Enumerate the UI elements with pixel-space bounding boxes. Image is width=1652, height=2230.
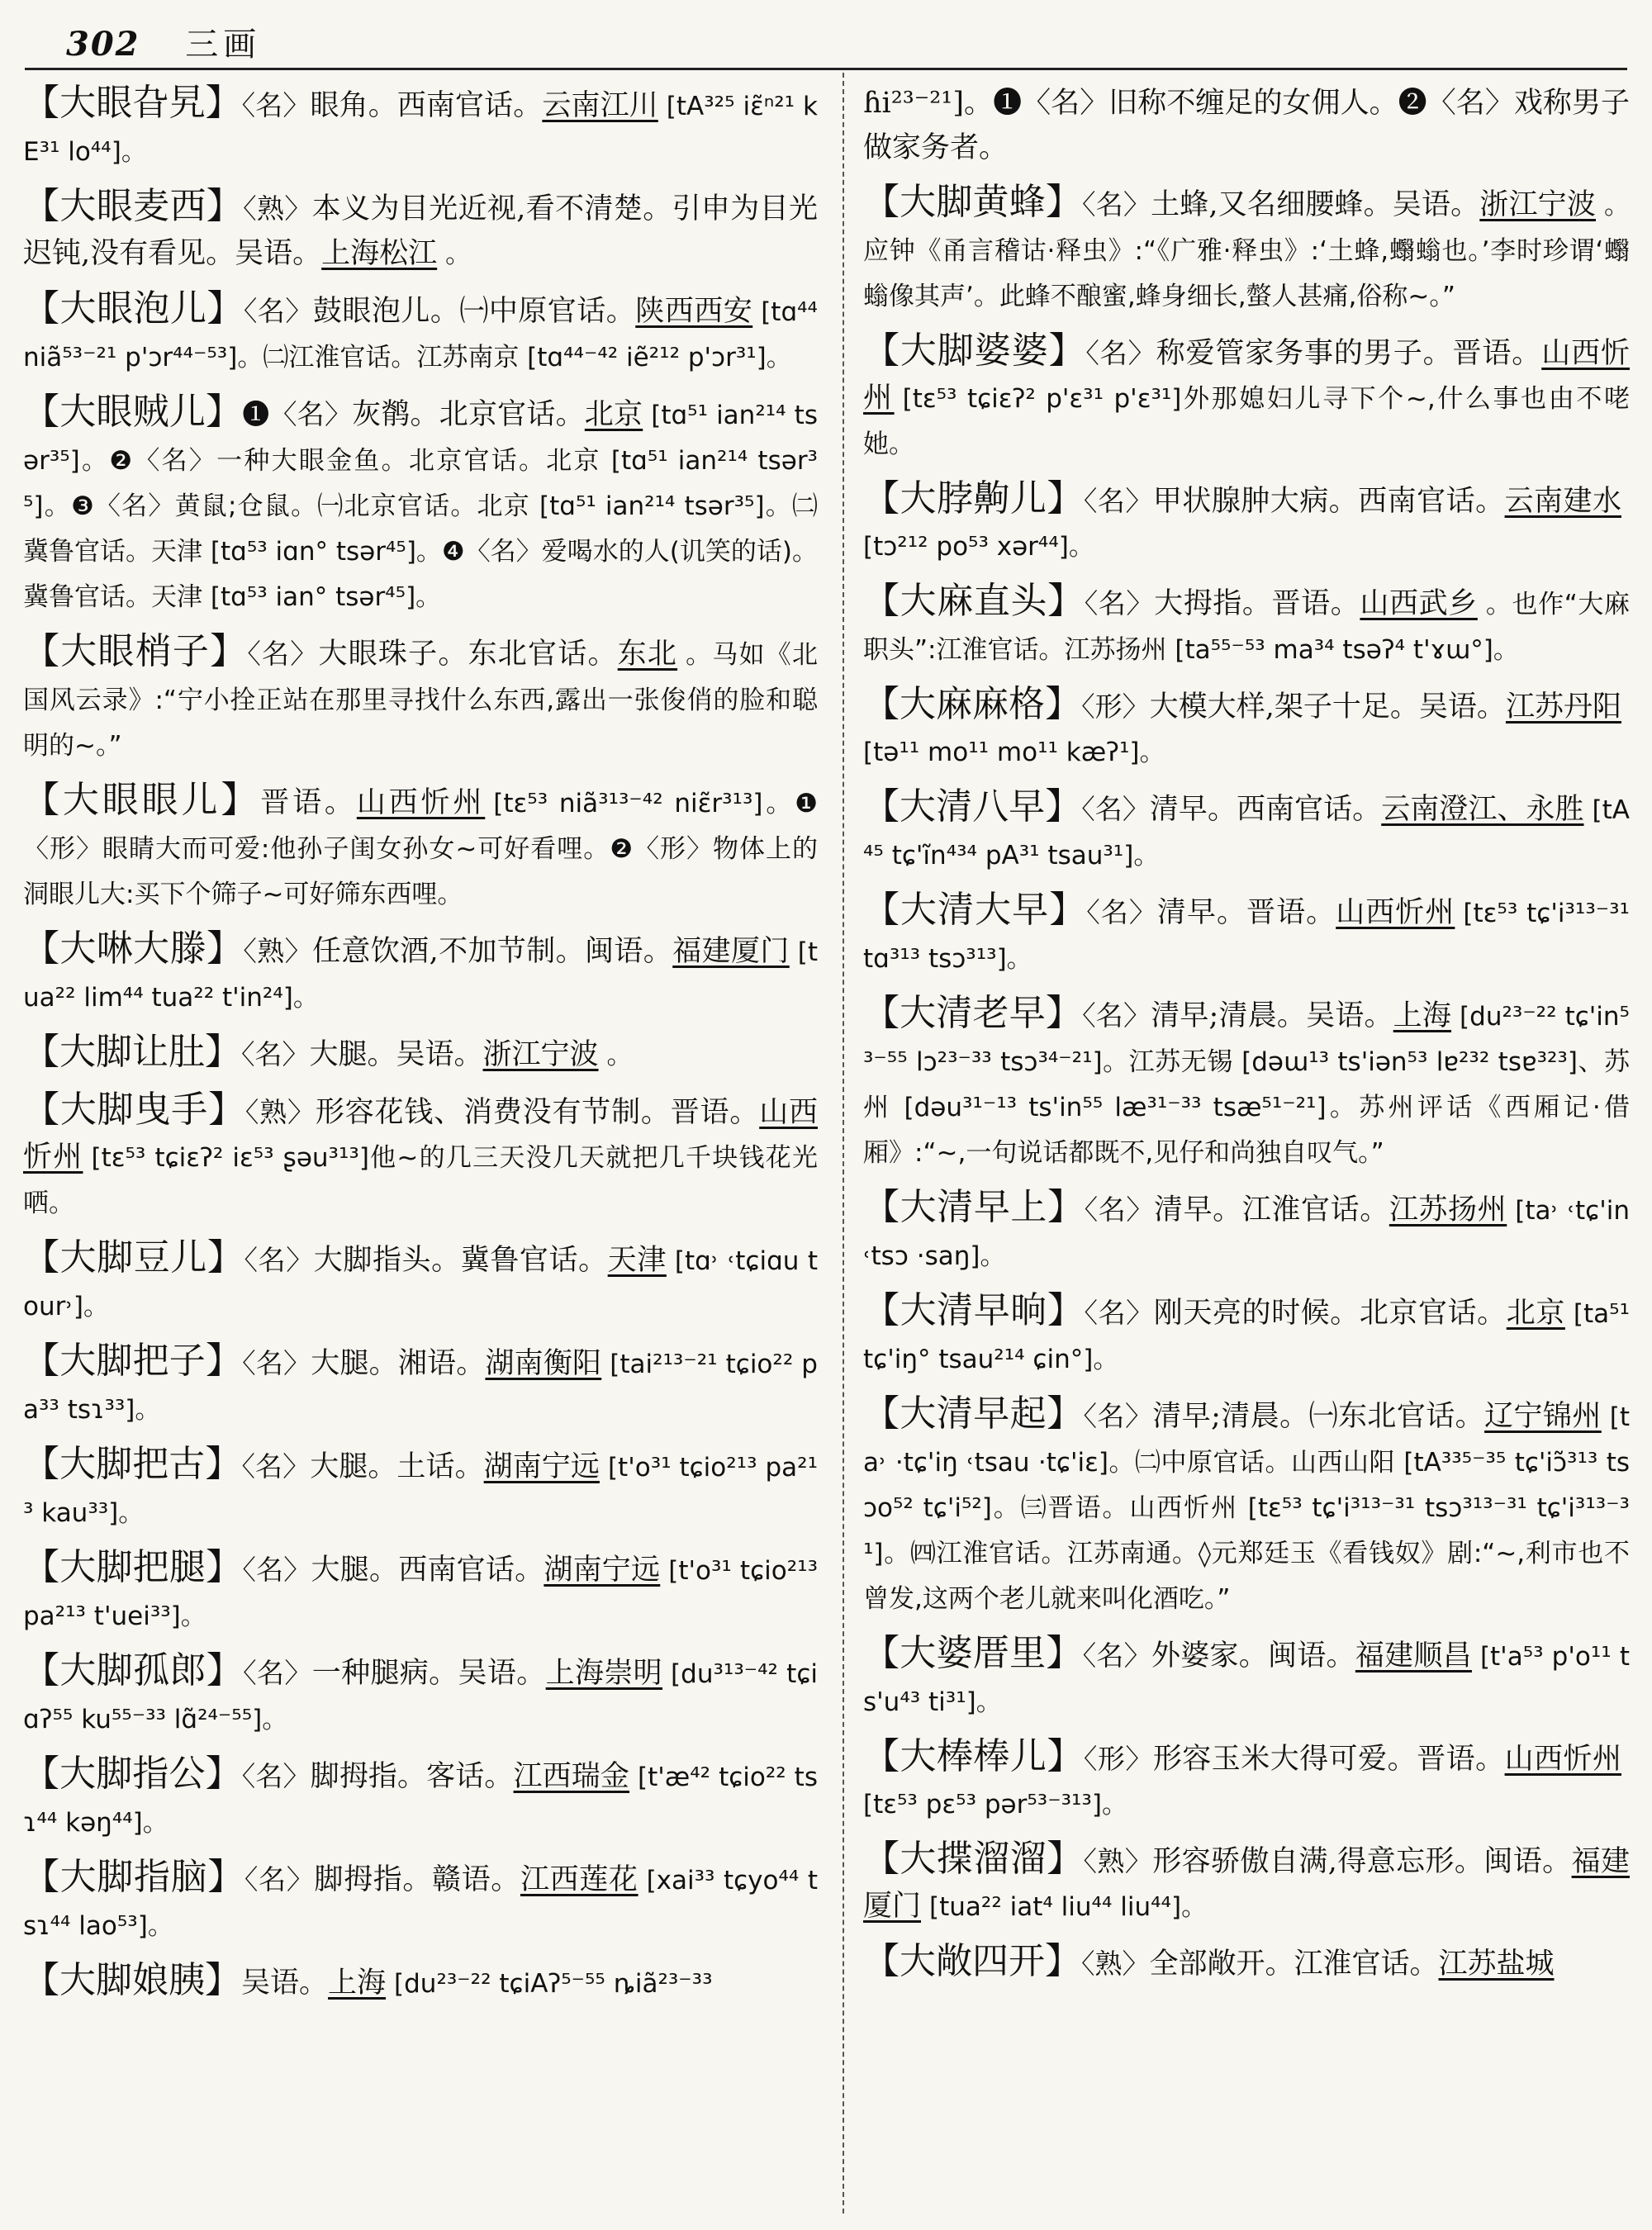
dictionary-entry <box>863 477 1630 569</box>
entry-definition: 清早;清晨。吴语。 <box>1151 999 1393 1032</box>
entry-part-of-speech: 〈熟〉 <box>1081 1948 1150 1980</box>
entry-pronunciation: [tɑ⁵¹ ian²¹⁴ tsər³⁵]。❷〈名〉一种大眼金鱼。北京官话。北京 [tɑ⁵¹ ian²¹⁴ tsər³⁵]。❸〈名〉黄鼠;仓鼠。㈠北京官话。北京 [tɑ⁵¹ ian²¹⁴ tsər³⁵]。㈡冀鲁官话。天津 [tɑ⁵³ iɑn° tsər⁴⁵]。❹〈名〉爱喝水的人(讥笑的话)。冀鲁官话。天津 [tɑ⁵³ ian° tsər⁴⁵]。 <box>23 401 818 612</box>
dictionary-entry <box>23 1339 818 1432</box>
entry-part-of-speech: 〈形〉 <box>1081 690 1150 723</box>
dictionary-entry <box>863 1837 1630 1929</box>
entry-definition: 鼓眼泡儿。㈠中原官话。 <box>312 295 636 328</box>
entry-definition: 脚拇指。赣语。 <box>314 1863 520 1896</box>
entry-locality: 上海 <box>1393 999 1452 1032</box>
entry-headword: 【大脚孤郎】 <box>23 1649 244 1691</box>
entry-part-of-speech: 〈名〉 <box>242 1554 311 1586</box>
entry-definition: 刚天亮的时候。北京官话。 <box>1153 1297 1507 1330</box>
dictionary-entry <box>863 579 1630 672</box>
entry-definition: 一种腿病。吴语。 <box>311 1657 546 1690</box>
dictionary-entry <box>23 390 818 619</box>
entry-definition: 晋语。 <box>260 786 357 819</box>
entry-locality: 山西武乡 <box>1360 587 1478 620</box>
entry-headword: 【大敞四开】 <box>863 1940 1081 1982</box>
entry-locality: 云南澄江、永胜 <box>1381 793 1584 826</box>
dictionary-entry <box>863 785 1630 878</box>
dictionary-entry <box>23 184 818 277</box>
entry-pronunciation: [tɔ²¹² po⁵³ xər⁴⁴]。 <box>863 532 1094 562</box>
entry-pronunciation: [tə¹¹ mo¹¹ mo¹¹ kæʔ¹]。 <box>863 738 1165 767</box>
dictionary-entry <box>23 1958 818 2006</box>
entry-locality: 湖南衡阳 <box>485 1347 602 1380</box>
entry-locality: 山西忻州 <box>1504 1743 1621 1776</box>
entry-locality: 山西忻州 <box>863 337 1630 415</box>
entry-headword: 【大眼眼儿】 <box>23 779 261 821</box>
entry-definition: 土蜂,又名细腰蜂。吴语。 <box>1151 188 1480 221</box>
entry-pronunciation: 。应钟《甬言稽诂·释虫》:“《广雅·释虫》:‘土蜂,蠮螉也。’李时珍谓‘蠮螉像其声’。此蜂不酿蜜,蜂身细长,螫人甚痛,俗称~。” <box>863 191 1630 311</box>
entry-locality: 辽宁锦州 <box>1484 1400 1602 1433</box>
dictionary-entry <box>23 287 818 380</box>
entry-part-of-speech: 〈名〉 <box>1082 188 1151 221</box>
dictionary-entry <box>23 1236 818 1329</box>
dictionary-entry <box>863 81 1630 170</box>
entry-part-of-speech: 〈形〉 <box>1083 1743 1153 1775</box>
entry-locality: 陕西西安 <box>635 295 753 328</box>
entry-headword: 【大脚把子】 <box>23 1340 243 1382</box>
entry-pronunciation: [t'a⁵³ p'o¹¹ ts'u⁴³ ti³¹]。 <box>863 1642 1630 1717</box>
section-title: 三画 <box>185 26 262 64</box>
entry-definition: 灰鹡。北京官话。 <box>352 398 585 431</box>
entry-definition: 甲状腺肿大病。西南官话。 <box>1152 485 1505 518</box>
entry-pronunciation: [tɛ⁵³ pɛ⁵³ pər⁵³⁻³¹³]。 <box>863 1790 1127 1820</box>
entry-headword: 【大清大早】 <box>863 889 1087 931</box>
entry-part-of-speech: ❶〈名〉 <box>242 398 353 430</box>
entry-definition: 眼角。西南官话。 <box>310 89 543 122</box>
entry-locality: 福建厦门 <box>672 935 790 968</box>
entry-part-of-speech: 〈熟〉 <box>244 1096 316 1128</box>
entry-part-of-speech: 〈名〉 <box>244 1863 315 1896</box>
entry-headword: 【大脚指公】 <box>23 1753 242 1795</box>
entry-locality: 上海 <box>328 1967 387 2000</box>
entry-pronunciation: [tɛ⁵³ tɕiɛʔ² iɛ⁵³ ʂəu³¹³]他~的几三天没几天就把几千块钱花光哂。 <box>23 1143 818 1218</box>
entry-pronunciation: [du²³⁻²² tɕiAʔ⁵⁻⁵⁵ ȵiã²³⁻³³ <box>394 1969 713 1999</box>
entry-definition: ɦi²³⁻²¹]。❶〈名〉旧称不缠足的女佣人。❷〈名〉戏称男子做家务者。 <box>863 87 1630 164</box>
entry-pronunciation: [tɛ⁵³ tɕiɛʔ² p'ɛ³¹ p'ɛ³¹]外那媳妇儿寻下个~,什么事也由不咾她。 <box>863 384 1630 459</box>
entry-locality: 天津 <box>607 1244 667 1277</box>
entry-headword: 【大脚指脑】 <box>23 1856 244 1898</box>
entry-pronunciation: [tua²² lim⁴⁴ tua²² t'in²⁴]。 <box>23 937 818 1013</box>
entry-locality: 福建厦门 <box>863 1845 1630 1923</box>
entry-headword: 【大脚让肚】 <box>23 1031 241 1073</box>
entry-definition: 大腿。吴语。 <box>309 1038 483 1071</box>
page-header <box>66 18 261 65</box>
entry-part-of-speech: 〈名〉 <box>247 638 319 670</box>
entry-pronunciation: [tai²¹³⁻²¹ tɕio²² pa³³ tsɿ³³]。 <box>23 1350 818 1425</box>
dictionary-entry <box>23 81 818 174</box>
entry-pronunciation: [tua²² iat⁴ liu⁴⁴ liu⁴⁴]。 <box>929 1892 1208 1922</box>
entry-part-of-speech: 〈名〉 <box>1083 1400 1153 1432</box>
entry-part-of-speech: 〈名〉 <box>241 1760 311 1792</box>
entry-part-of-speech: 〈名〉 <box>241 89 311 121</box>
entry-pronunciation: [tɛ⁵³ niã³¹³⁻⁴² niɛ̃r³¹³]。❶〈形〉眼睛大而可爱:他孙子闺女孙女~可好看哩。❷〈形〉物体上的洞眼儿大:买下个筛子~可好筛东西哩。 <box>23 789 818 909</box>
dictionary-entry <box>863 682 1630 775</box>
entry-headword: 【大眼旮旯】 <box>23 82 242 124</box>
entry-part-of-speech: 〈名〉 <box>1082 999 1151 1032</box>
entry-pronunciation: [t'o³¹ tɕio²¹³ pa²¹³ kau³³]。 <box>23 1453 818 1528</box>
entry-locality: 云南江川 <box>542 89 658 122</box>
dictionary-entry <box>23 1545 818 1639</box>
entry-locality: 北京 <box>584 398 643 431</box>
dictionary-entry <box>863 180 1630 319</box>
entry-part-of-speech: 〈名〉 <box>241 1450 311 1483</box>
entry-part-of-speech: 〈名〉 <box>242 1347 311 1379</box>
entry-pronunciation: [ta˒ ˓tɕ'in ˓tsɔ ·saŋ]。 <box>863 1196 1630 1271</box>
entry-locality: 福建顺昌 <box>1355 1639 1472 1672</box>
entry-part-of-speech: 〈熟〉 <box>243 935 313 967</box>
entry-locality: 山西忻州 <box>356 786 486 819</box>
dictionary-entry <box>863 1392 1630 1621</box>
entry-definition: 吴语。 <box>241 1967 329 2000</box>
entry-headword: 【大眼梢子】 <box>23 630 248 672</box>
entry-locality: 上海松江 <box>321 237 438 270</box>
entry-part-of-speech: 〈名〉 <box>241 1038 310 1070</box>
entry-pronunciation: [tA⁴⁵ tɕ'ĩn⁴³⁴ pA³¹ tsau³¹]。 <box>863 795 1630 871</box>
entry-headword: 【大婆厝里】 <box>863 1632 1083 1674</box>
entry-locality: 山西忻州 <box>1336 896 1455 929</box>
entry-headword: 【大棒棒儿】 <box>863 1735 1084 1777</box>
entry-headword: 【大脚豆儿】 <box>23 1236 244 1279</box>
entry-headword: 【大眼贼儿】 <box>23 391 243 433</box>
entry-definition: 大腿。土话。 <box>310 1450 484 1483</box>
dictionary-entry <box>863 1288 1630 1382</box>
entry-part-of-speech: 〈熟〉 <box>1083 1845 1153 1877</box>
entry-headword: 【大揲溜溜】 <box>863 1838 1084 1880</box>
entry-headword: 【大脚把古】 <box>23 1443 242 1485</box>
entry-locality: 浙江宁波 <box>482 1038 599 1071</box>
entry-locality: 江苏扬州 <box>1389 1193 1507 1226</box>
entry-headword: 【大眼麦西】 <box>23 185 244 227</box>
entry-definition: 脚拇指。客话。 <box>310 1760 514 1793</box>
entry-headword: 【大脚婆婆】 <box>863 330 1086 372</box>
entry-definition: 清早;清晨。㈠东北官话。 <box>1152 1400 1485 1433</box>
entry-definition: 形容骄傲自满,得意忘形。闽语。 <box>1152 1845 1572 1878</box>
left-column <box>23 81 818 2222</box>
dictionary-entry <box>23 1649 818 1742</box>
dictionary-entry <box>23 1030 818 1078</box>
entry-headword: 【大啉大滕】 <box>23 928 244 970</box>
entry-definition: 大眼珠子。东北官话。 <box>318 638 618 671</box>
dictionary-entry <box>863 1939 1630 1986</box>
entry-pronunciation: [tɑ⁴⁴ niã⁵³⁻²¹ p'ɔr⁴⁴⁻⁵³]。㈡江淮官话。江苏南京 [tɑ⁴⁴⁻⁴² iẽ²¹² p'ɔr³¹]。 <box>23 297 818 372</box>
entry-pronunciation: [du³¹³⁻⁴² tɕiɑʔ⁵⁵ ku⁵⁵⁻³³ lɑ̃²⁴⁻⁵⁵]。 <box>23 1659 818 1734</box>
dictionary-entry <box>863 329 1630 467</box>
entry-headword: 【大清早晌】 <box>863 1289 1085 1331</box>
right-column <box>863 81 1630 2222</box>
entry-locality: 上海崇明 <box>545 1657 663 1690</box>
entry-definition: 大腿。湘语。 <box>311 1347 486 1380</box>
entry-part-of-speech: 〈名〉 <box>1086 896 1157 928</box>
page-number: 302 <box>66 25 140 64</box>
entry-part-of-speech: 〈名〉 <box>243 1657 312 1689</box>
dictionary-entry <box>23 1855 818 1948</box>
header-rule <box>25 68 1627 70</box>
entry-pronunciation: [xai³³ tɕyo⁴⁴ tsɿ⁴⁴ lao⁵³]。 <box>23 1866 818 1941</box>
entry-locality: 江苏盐城 <box>1438 1948 1555 1981</box>
entry-pronunciation: 。 <box>606 1041 633 1070</box>
entry-pronunciation: [du²³⁻²² tɕ'in⁵³⁻⁵⁵ lɔ²³⁻³³ tsɔ³⁴⁻²¹]。江苏无锡 [dəɯ¹³ ts'iən⁵³ lɐ²³² tsɐ³²³]、苏州 [dəu³¹⁻¹³ ts'in⁵⁵ læ³¹⁻³³ tsæ⁵¹⁻²¹]。苏州评话《西厢记·借厢》:“~,一句说话都既不,见仔和尚独自叹气。” <box>863 1002 1630 1168</box>
entry-locality: 江西莲花 <box>520 1863 638 1896</box>
entry-headword: 【大脖齁儿】 <box>863 477 1084 520</box>
entry-locality: 云南建水 <box>1504 485 1621 518</box>
entry-headword: 【大脚曳手】 <box>23 1089 245 1131</box>
entry-pronunciation: [t'o³¹ tɕio²¹³ pa²¹³ t'uei³³]。 <box>23 1556 818 1631</box>
entry-definition: 清早。晋语。 <box>1156 896 1336 929</box>
entry-definition: 本义为目光近视,看不清楚。引申为目光迟钝,没有看见。吴语。 <box>23 192 818 270</box>
dictionary-entry <box>23 629 818 768</box>
entry-pronunciation: 。也作“大麻职头”:江淮官话。江苏扬州 [ta⁵⁵⁻⁵³ ma³⁴ tsəʔ⁴ t'ɤɯ°]。 <box>863 590 1630 665</box>
entry-pronunciation: [t'æ⁴² tɕio²² tsɿ⁴⁴ kəŋ⁴⁴]。 <box>23 1763 818 1838</box>
dictionary-entry <box>23 927 818 1020</box>
entry-pronunciation: [tɛ⁵³ tɕ'i³¹³⁻³¹ tɑ³¹³ tsɔ³¹³]。 <box>863 899 1630 974</box>
entry-pronunciation: [ta⁵¹ tɕ'iŋ° tsau²¹⁴ ɕin°]。 <box>863 1299 1630 1374</box>
entry-locality: 北京 <box>1506 1297 1565 1330</box>
entry-definition: 清早。江淮官话。 <box>1153 1193 1389 1226</box>
entry-part-of-speech: 〈名〉 <box>1084 1297 1154 1329</box>
entry-part-of-speech: 〈名〉 <box>243 295 313 327</box>
entry-headword: 【大麻直头】 <box>863 580 1085 622</box>
entry-locality: 湖南宁远 <box>483 1450 600 1483</box>
column-divider <box>843 73 844 2213</box>
entry-pronunciation: [ta˒ ·tɕ'iŋ ˓tsau ·tɕ'iɛ]。㈡中原官话。山西山阳 [tA³³⁵⁻³⁵ tɕ'iɔ̃³¹³ tsɔo⁵² tɕ'i⁵²]。㈢晋语。山西忻州 [tɛ⁵³ tɕ'i³¹³⁻³¹ tsɔ³¹³⁻³¹ tɕ'i³¹³⁻³¹]。㈣江淮官话。江苏南通。◊元郑廷玉《看钱奴》剧:“~,利市也不曾发,这两个老儿就来叫化酒吃。” <box>863 1402 1630 1614</box>
entry-definition: 形容玉米大得可爱。晋语。 <box>1152 1743 1505 1776</box>
entry-headword: 【大脚把腿】 <box>23 1546 243 1588</box>
entry-locality: 东北 <box>617 638 678 671</box>
dictionary-entry <box>23 1442 818 1535</box>
dictionary-entry <box>23 1752 818 1845</box>
dictionary-entry <box>863 1631 1630 1725</box>
entry-headword: 【大清早起】 <box>863 1393 1084 1435</box>
entry-definition: 外婆家。闽语。 <box>1151 1639 1355 1672</box>
entry-part-of-speech: 〈名〉 <box>1081 793 1150 825</box>
entry-part-of-speech: 〈名〉 <box>244 1244 314 1276</box>
dictionary-entry <box>23 1088 818 1226</box>
entry-headword: 【大眼泡儿】 <box>23 287 244 330</box>
dictionary-entry <box>863 1185 1630 1279</box>
entry-definition: 大腿。西南官话。 <box>311 1554 544 1587</box>
entry-headword: 【大麻麻格】 <box>863 683 1082 725</box>
entry-headword: 【大清八早】 <box>863 785 1082 828</box>
entry-pronunciation: [tɑ˒ ˓tɕiɑu tour˒]。 <box>23 1246 818 1321</box>
entry-part-of-speech: 〈名〉 <box>1082 1639 1151 1672</box>
entry-definition: 大模大样,架子十足。吴语。 <box>1149 690 1506 724</box>
entry-part-of-speech: 〈名〉 <box>1083 485 1153 517</box>
entry-definition: 称爱管家务事的男子。晋语。 <box>1156 337 1542 370</box>
entry-locality: 江苏丹阳 <box>1505 690 1621 724</box>
entry-locality: 山西忻州 <box>23 1096 818 1174</box>
entry-part-of-speech: 〈名〉 <box>1085 337 1156 369</box>
dictionary-entry <box>863 1734 1630 1827</box>
entry-locality: 湖南宁远 <box>544 1554 661 1587</box>
entry-headword: 【大清老早】 <box>863 992 1083 1034</box>
entry-headword: 【大脚娘胰】 <box>23 1959 241 2001</box>
entry-definition: 清早。西南官话。 <box>1149 793 1382 826</box>
entry-definition: 大脚指头。冀鲁官话。 <box>313 1244 608 1277</box>
dictionary-entry <box>863 888 1630 981</box>
entry-part-of-speech: 〈名〉 <box>1084 587 1155 619</box>
entry-locality: 江西瑞金 <box>513 1760 630 1793</box>
entry-headword: 【大脚黄蜂】 <box>863 181 1083 223</box>
entry-pronunciation: 。 <box>445 240 472 269</box>
entry-definition: 任意饮酒,不加节制。闽语。 <box>312 935 673 968</box>
entry-part-of-speech: 〈熟〉 <box>243 192 312 225</box>
entry-part-of-speech: 〈名〉 <box>1084 1193 1154 1226</box>
entry-locality: 浙江宁波 <box>1479 188 1596 221</box>
entry-pronunciation: [tA³²⁵ iɛ̃ⁿ²¹ kE³¹ lo⁴⁴]。 <box>23 92 818 167</box>
entry-pronunciation: 。马如《北国风云录》:“宁小拴正站在那里寻找什么东西,露出一张俊俏的脸和聪明的~。” <box>23 640 818 761</box>
entry-definition: 全部敞开。江淮官话。 <box>1149 1948 1439 1981</box>
entry-definition: 形容花钱、消费没有节制。晋语。 <box>315 1096 760 1129</box>
dictionary-entry <box>23 778 818 917</box>
entry-headword: 【大清早上】 <box>863 1186 1085 1228</box>
entry-definition: 大拇指。晋语。 <box>1154 587 1360 620</box>
dictionary-entry <box>863 991 1630 1175</box>
